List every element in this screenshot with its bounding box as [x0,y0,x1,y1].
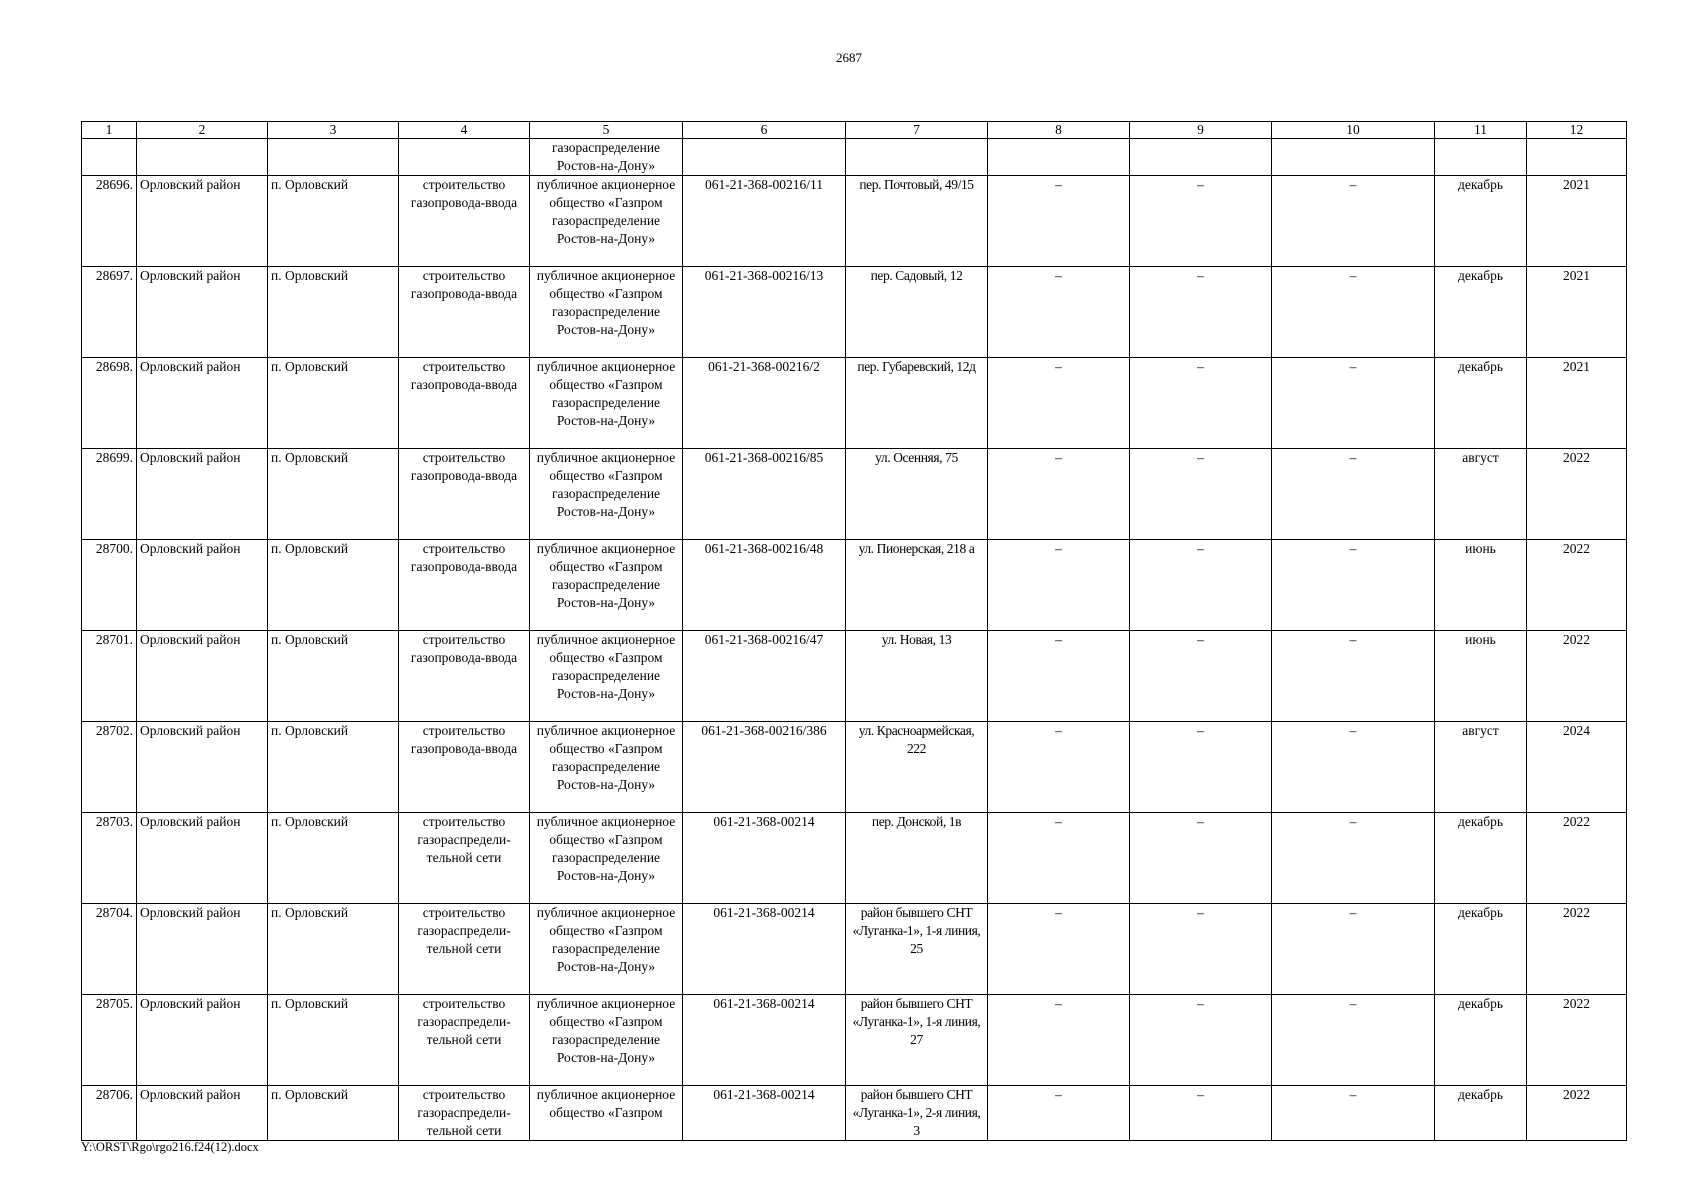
table-cell: – [988,358,1130,449]
district-cell: Орловский район [137,995,268,1086]
row-number: 28705. [82,995,137,1086]
table-cell: – [988,995,1130,1086]
row-number: 28699. [82,449,137,540]
month-cell: декабрь [1435,176,1527,267]
column-number: 7 [846,122,988,139]
owner-cell: публичное акционерное общество «Газпром газораспределение Ростов-на-Дону» [530,540,683,631]
address-cell: ул. Пионерская, 218 а [846,540,988,631]
month-cell: декабрь [1435,1086,1527,1141]
table-cell: – [988,267,1130,358]
table-cell: газораспределение Ростов-на-Дону» [530,139,683,176]
address-cell: ул. Новая, 13 [846,631,988,722]
table-row [82,813,1627,904]
owner-cell: публичное акционерное общество «Газпром [530,1086,683,1141]
locality-cell: п. Орловский [268,1086,399,1141]
object-code-cell: 061-21-368-00216/85 [683,449,846,540]
locality-cell: п. Орловский [268,540,399,631]
locality-cell: п. Орловский [268,267,399,358]
month-cell: декабрь [1435,267,1527,358]
column-number-row [82,122,1627,139]
year-cell: 2024 [1527,722,1627,813]
owner-cell: публичное акционерное общество «Газпром газораспределение Ростов-на-Дону» [530,267,683,358]
table-cell: – [1272,540,1435,631]
column-number: 4 [399,122,530,139]
row-number: 28701. [82,631,137,722]
year-cell: 2021 [1527,267,1627,358]
address-cell: пер. Садовый, 12 [846,267,988,358]
row-number: 28706. [82,1086,137,1141]
owner-cell: публичное акционерное общество «Газпром газораспределение Ростов-на-Дону» [530,449,683,540]
address-cell: район бывшего СНТ «Луганка-1», 2-я линия, 3 [846,1086,988,1141]
table-cell [988,139,1130,176]
row-number: 28696. [82,176,137,267]
work-type-cell: строительство газопровода-ввода [399,722,530,813]
column-number: 9 [1130,122,1272,139]
year-cell: 2021 [1527,358,1627,449]
object-code-cell: 061-21-368-00214 [683,904,846,995]
owner-cell: публичное акционерное общество «Газпром газораспределение Ростов-на-Дону» [530,722,683,813]
table-cell [137,139,268,176]
year-cell: 2022 [1527,449,1627,540]
table-cell: – [988,449,1130,540]
work-type-cell: строительство газопровода-ввода [399,631,530,722]
row-number: 28703. [82,813,137,904]
year-cell: 2022 [1527,540,1627,631]
work-type-cell: строительство газопровода-ввода [399,358,530,449]
year-cell: 2022 [1527,1086,1627,1141]
address-cell: район бывшего СНТ «Луганка-1», 1-я линия, 25 [846,904,988,995]
table-row [82,995,1627,1086]
table-cell: – [988,176,1130,267]
address-cell: пер. Донской, 1в [846,813,988,904]
table-row [82,267,1627,358]
work-type-cell: строительство газопровода-ввода [399,176,530,267]
locality-cell: п. Орловский [268,722,399,813]
table-cell [1527,139,1627,176]
work-type-cell: строительство газораспредели-тельной сети [399,904,530,995]
object-code-cell: 061-21-368-00214 [683,1086,846,1141]
table-cell [1435,139,1527,176]
work-type-cell: строительство газопровода-ввода [399,267,530,358]
table-row [82,631,1627,722]
table-cell: – [1272,995,1435,1086]
table-row [82,722,1627,813]
file-path: Y:\ORST\Rgo\rgo216.f24(12).docx [81,1140,259,1154]
table-cell: – [1130,631,1272,722]
locality-cell: п. Орловский [268,358,399,449]
address-cell: район бывшего СНТ «Луганка-1», 1-я линия, 27 [846,995,988,1086]
work-type-cell: строительство газопровода-ввода [399,449,530,540]
table-cell: – [988,904,1130,995]
table-cell: – [1272,813,1435,904]
work-type-cell: строительство газораспредели-тельной сети [399,995,530,1086]
table-cell: – [1130,540,1272,631]
year-cell: 2022 [1527,631,1627,722]
district-cell: Орловский район [137,1086,268,1141]
month-cell: июнь [1435,540,1527,631]
table-cell [82,139,137,176]
row-number: 28697. [82,267,137,358]
address-cell: ул. Осенняя, 75 [846,449,988,540]
work-type-cell: строительство газораспредели-тельной сети [399,1086,530,1141]
locality-cell: п. Орловский [268,995,399,1086]
owner-cell: публичное акционерное общество «Газпром газораспределение Ростов-на-Дону» [530,176,683,267]
table-cell: – [1272,904,1435,995]
table-cell: – [1272,722,1435,813]
table-cell [268,139,399,176]
owner-cell: публичное акционерное общество «Газпром газораспределение Ростов-на-Дону» [530,631,683,722]
object-code-cell: 061-21-368-00214 [683,813,846,904]
table-row [82,358,1627,449]
address-cell: ул. Красноармейская, 222 [846,722,988,813]
table-cell [846,139,988,176]
year-cell: 2022 [1527,995,1627,1086]
district-cell: Орловский район [137,267,268,358]
object-code-cell: 061-21-368-00216/386 [683,722,846,813]
table-cell: – [1130,995,1272,1086]
table-cell: – [1130,267,1272,358]
district-cell: Орловский район [137,540,268,631]
registry-table [81,121,1627,1141]
table-cell: – [1130,904,1272,995]
locality-cell: п. Орловский [268,631,399,722]
table-cell: – [1130,176,1272,267]
column-number: 6 [683,122,846,139]
object-code-cell: 061-21-368-00216/2 [683,358,846,449]
table-cell [399,139,530,176]
district-cell: Орловский район [137,631,268,722]
table-row [82,176,1627,267]
table-cell: – [1272,1086,1435,1141]
continuation-row [82,139,1627,176]
district-cell: Орловский район [137,449,268,540]
district-cell: Орловский район [137,358,268,449]
object-code-cell: 061-21-368-00216/13 [683,267,846,358]
owner-cell: публичное акционерное общество «Газпром газораспределение Ростов-на-Дону» [530,358,683,449]
month-cell: август [1435,449,1527,540]
owner-cell: публичное акционерное общество «Газпром газораспределение Ростов-на-Дону» [530,995,683,1086]
column-number: 5 [530,122,683,139]
column-number: 10 [1272,122,1435,139]
month-cell: декабрь [1435,995,1527,1086]
owner-cell: публичное акционерное общество «Газпром газораспределение Ростов-на-Дону» [530,813,683,904]
table-row [82,449,1627,540]
address-cell: пер. Губаревский, 12д [846,358,988,449]
table-cell: – [1130,813,1272,904]
table-cell: – [988,722,1130,813]
table-cell: – [1272,358,1435,449]
page-number: 2687 [836,50,862,65]
table-cell: – [988,813,1130,904]
year-cell: 2022 [1527,904,1627,995]
month-cell: июнь [1435,631,1527,722]
column-number: 11 [1435,122,1527,139]
row-number: 28702. [82,722,137,813]
locality-cell: п. Орловский [268,904,399,995]
owner-cell: публичное акционерное общество «Газпром газораспределение Ростов-на-Дону» [530,904,683,995]
table-cell: – [1272,631,1435,722]
object-code-cell: 061-21-368-00216/11 [683,176,846,267]
table-row [82,540,1627,631]
month-cell: август [1435,722,1527,813]
table-cell: – [1130,358,1272,449]
month-cell: декабрь [1435,904,1527,995]
month-cell: декабрь [1435,358,1527,449]
locality-cell: п. Орловский [268,176,399,267]
column-number: 12 [1527,122,1627,139]
column-number: 2 [137,122,268,139]
table-cell: – [1130,449,1272,540]
table-cell: – [1272,267,1435,358]
work-type-cell: строительство газораспредели-тельной сети [399,813,530,904]
table-row [82,904,1627,995]
table-cell: – [988,631,1130,722]
table-cell [1272,139,1435,176]
table-cell: – [1272,449,1435,540]
object-code-cell: 061-21-368-00216/47 [683,631,846,722]
district-cell: Орловский район [137,813,268,904]
table-cell [683,139,846,176]
address-cell: пер. Почтовый, 49/15 [846,176,988,267]
year-cell: 2021 [1527,176,1627,267]
month-cell: декабрь [1435,813,1527,904]
table-cell: – [1272,176,1435,267]
table-cell: – [988,1086,1130,1141]
work-type-cell: строительство газопровода-ввода [399,540,530,631]
column-number: 3 [268,122,399,139]
object-code-cell: 061-21-368-00216/48 [683,540,846,631]
column-number: 1 [82,122,137,139]
row-number: 28698. [82,358,137,449]
row-number: 28704. [82,904,137,995]
year-cell: 2022 [1527,813,1627,904]
table-cell: – [988,540,1130,631]
district-cell: Орловский район [137,722,268,813]
district-cell: Орловский район [137,904,268,995]
object-code-cell: 061-21-368-00214 [683,995,846,1086]
locality-cell: п. Орловский [268,449,399,540]
table-cell [1130,139,1272,176]
district-cell: Орловский район [137,176,268,267]
table-cell: – [1130,722,1272,813]
table-row [82,1086,1627,1141]
table-cell: – [1130,1086,1272,1141]
column-number: 8 [988,122,1130,139]
row-number: 28700. [82,540,137,631]
locality-cell: п. Орловский [268,813,399,904]
